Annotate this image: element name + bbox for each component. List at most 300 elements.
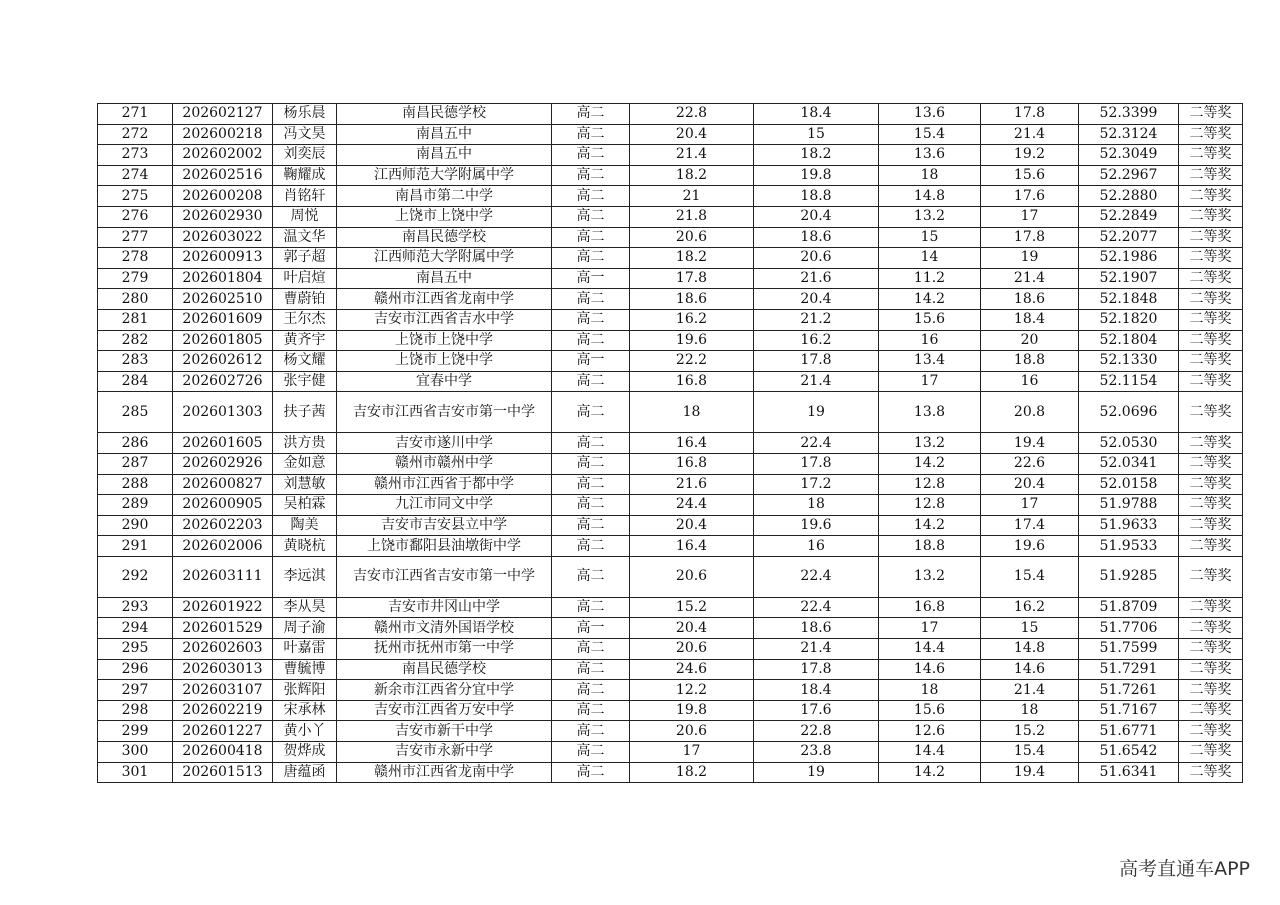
cell-s1: 22.2: [630, 351, 754, 372]
cell-total: 52.1154: [1079, 371, 1179, 392]
cell-school: 赣州市赣州中学: [337, 453, 552, 474]
cell-s2: 16.2: [754, 330, 879, 351]
cell-s3: 17: [879, 618, 981, 639]
cell-s1: 20.4: [630, 124, 754, 145]
table-row: [98, 721, 1243, 742]
cell-award: 二等奖: [1179, 289, 1243, 310]
cell-school: 吉安市遂川中学: [337, 433, 552, 454]
cell-grade: 高二: [552, 700, 630, 721]
cell-school: 吉安市江西省万安中学: [337, 700, 552, 721]
cell-grade: 高一: [552, 618, 630, 639]
table-row: [98, 495, 1243, 516]
cell-school: 南昌五中: [337, 145, 552, 166]
cell-s1: 21.6: [630, 474, 754, 495]
cell-grade: 高二: [552, 330, 630, 351]
cell-award: 二等奖: [1179, 659, 1243, 680]
cell-s2: 22.4: [754, 556, 879, 597]
cell-s4: 17.6: [981, 186, 1079, 207]
cell-s1: 16.2: [630, 309, 754, 330]
cell-name: 冯文昊: [273, 124, 337, 145]
cell-s2: 17.6: [754, 700, 879, 721]
table-row: [98, 248, 1243, 269]
cell-grade: 高二: [552, 659, 630, 680]
cell-grade: 高二: [552, 248, 630, 269]
cell-id: 202603013: [173, 659, 273, 680]
cell-s2: 21.6: [754, 268, 879, 289]
cell-s3: 14: [879, 248, 981, 269]
cell-total: 52.1804: [1079, 330, 1179, 351]
cell-s4: 19.4: [981, 762, 1079, 783]
cell-s2: 22.4: [754, 433, 879, 454]
table-row: [98, 536, 1243, 557]
cell-s1: 16.8: [630, 371, 754, 392]
cell-id: 202602930: [173, 206, 273, 227]
cell-name: 叶嘉雷: [273, 639, 337, 660]
cell-s4: 17.4: [981, 515, 1079, 536]
cell-s2: 22.8: [754, 721, 879, 742]
cell-grade: 高二: [552, 227, 630, 248]
cell-grade: 高一: [552, 351, 630, 372]
cell-total: 52.0341: [1079, 453, 1179, 474]
cell-s4: 15.6: [981, 165, 1079, 186]
cell-school: 南昌民德学校: [337, 104, 552, 125]
cell-id: 202601303: [173, 392, 273, 433]
table-body: [98, 104, 1243, 783]
cell-grade: 高二: [552, 433, 630, 454]
cell-s1: 24.4: [630, 495, 754, 516]
cell-s4: 17: [981, 206, 1079, 227]
cell-grade: 高二: [552, 186, 630, 207]
cell-s1: 21.4: [630, 145, 754, 166]
cell-rank: 273: [98, 145, 173, 166]
cell-award: 二等奖: [1179, 206, 1243, 227]
cell-s3: 12.8: [879, 495, 981, 516]
cell-award: 二等奖: [1179, 453, 1243, 474]
cell-s1: 16.4: [630, 536, 754, 557]
cell-s1: 17: [630, 742, 754, 763]
cell-school: 吉安市永新中学: [337, 742, 552, 763]
cell-school: 宜春中学: [337, 371, 552, 392]
cell-s3: 14.4: [879, 639, 981, 660]
table-row: [98, 330, 1243, 351]
cell-s3: 14.2: [879, 515, 981, 536]
cell-school: 南昌市第二中学: [337, 186, 552, 207]
table-row: [98, 309, 1243, 330]
cell-name: 叶启煊: [273, 268, 337, 289]
table-row: [98, 268, 1243, 289]
cell-s4: 20.8: [981, 392, 1079, 433]
table-row: [98, 762, 1243, 783]
cell-school: 吉安市江西省吉水中学: [337, 309, 552, 330]
cell-total: 52.1848: [1079, 289, 1179, 310]
cell-id: 202600913: [173, 248, 273, 269]
cell-name: 曹蔚铂: [273, 289, 337, 310]
cell-s1: 18.2: [630, 762, 754, 783]
cell-award: 二等奖: [1179, 309, 1243, 330]
cell-s4: 16: [981, 371, 1079, 392]
cell-total: 51.6771: [1079, 721, 1179, 742]
cell-s2: 18.4: [754, 104, 879, 125]
cell-id: 202600418: [173, 742, 273, 763]
cell-name: 扶子茜: [273, 392, 337, 433]
cell-award: 二等奖: [1179, 371, 1243, 392]
cell-name: 吴柏霖: [273, 495, 337, 516]
cell-s4: 17.8: [981, 227, 1079, 248]
cell-award: 二等奖: [1179, 536, 1243, 557]
cell-s2: 18.8: [754, 186, 879, 207]
cell-id: 202603107: [173, 680, 273, 701]
cell-total: 52.0696: [1079, 392, 1179, 433]
cell-total: 52.2880: [1079, 186, 1179, 207]
cell-name: 李远淇: [273, 556, 337, 597]
cell-s4: 19: [981, 248, 1079, 269]
table-row: [98, 351, 1243, 372]
cell-rank: 275: [98, 186, 173, 207]
cell-rank: 289: [98, 495, 173, 516]
cell-s1: 12.2: [630, 680, 754, 701]
table-row: [98, 392, 1243, 433]
cell-grade: 高二: [552, 371, 630, 392]
cell-s3: 14.2: [879, 289, 981, 310]
cell-s3: 13.8: [879, 392, 981, 433]
cell-school: 南昌民德学校: [337, 227, 552, 248]
cell-s1: 18.2: [630, 248, 754, 269]
cell-award: 二等奖: [1179, 186, 1243, 207]
table-row: [98, 165, 1243, 186]
cell-s3: 13.2: [879, 206, 981, 227]
cell-total: 52.0158: [1079, 474, 1179, 495]
cell-name: 杨乐晨: [273, 104, 337, 125]
cell-s2: 22.4: [754, 597, 879, 618]
cell-award: 二等奖: [1179, 104, 1243, 125]
cell-award: 二等奖: [1179, 268, 1243, 289]
cell-name: 贺烨成: [273, 742, 337, 763]
cell-s2: 18.6: [754, 227, 879, 248]
cell-rank: 290: [98, 515, 173, 536]
cell-total: 52.2967: [1079, 165, 1179, 186]
cell-name: 杨文耀: [273, 351, 337, 372]
cell-s3: 18.8: [879, 536, 981, 557]
cell-id: 202602926: [173, 453, 273, 474]
cell-grade: 高二: [552, 104, 630, 125]
cell-name: 黄小丫: [273, 721, 337, 742]
cell-s2: 18.6: [754, 618, 879, 639]
cell-id: 202602516: [173, 165, 273, 186]
results-table: [97, 103, 1243, 783]
cell-school: 南昌五中: [337, 268, 552, 289]
cell-s1: 19.8: [630, 700, 754, 721]
table-row: [98, 289, 1243, 310]
cell-s4: 19.6: [981, 536, 1079, 557]
cell-total: 52.2077: [1079, 227, 1179, 248]
cell-s2: 21.2: [754, 309, 879, 330]
cell-s4: 21.4: [981, 124, 1079, 145]
cell-s3: 14.2: [879, 453, 981, 474]
cell-rank: 281: [98, 309, 173, 330]
cell-id: 202602006: [173, 536, 273, 557]
cell-name: 周子渝: [273, 618, 337, 639]
cell-school: 新余市江西省分宜中学: [337, 680, 552, 701]
cell-s1: 18.2: [630, 165, 754, 186]
cell-total: 52.0530: [1079, 433, 1179, 454]
cell-award: 二等奖: [1179, 597, 1243, 618]
cell-s3: 15.4: [879, 124, 981, 145]
cell-name: 宋承林: [273, 700, 337, 721]
cell-s2: 15: [754, 124, 879, 145]
cell-total: 51.7167: [1079, 700, 1179, 721]
cell-total: 51.6341: [1079, 762, 1179, 783]
cell-name: 唐蕴函: [273, 762, 337, 783]
cell-s4: 17: [981, 495, 1079, 516]
cell-id: 202601605: [173, 433, 273, 454]
cell-award: 二等奖: [1179, 165, 1243, 186]
cell-name: 黄晓杭: [273, 536, 337, 557]
cell-s1: 20.6: [630, 639, 754, 660]
cell-total: 51.9788: [1079, 495, 1179, 516]
cell-id: 202602127: [173, 104, 273, 125]
cell-s3: 16: [879, 330, 981, 351]
cell-total: 52.1820: [1079, 309, 1179, 330]
cell-s2: 21.4: [754, 639, 879, 660]
cell-total: 51.7261: [1079, 680, 1179, 701]
cell-s3: 15: [879, 227, 981, 248]
table-row: [98, 206, 1243, 227]
cell-s4: 17.8: [981, 104, 1079, 125]
cell-name: 曹毓博: [273, 659, 337, 680]
cell-s3: 14.2: [879, 762, 981, 783]
table-row: [98, 515, 1243, 536]
cell-total: 51.7599: [1079, 639, 1179, 660]
cell-s4: 20: [981, 330, 1079, 351]
cell-school: 南昌五中: [337, 124, 552, 145]
cell-id: 202600208: [173, 186, 273, 207]
table-row: [98, 453, 1243, 474]
table-row: [98, 433, 1243, 454]
cell-s2: 17.8: [754, 453, 879, 474]
cell-name: 金如意: [273, 453, 337, 474]
cell-s2: 19: [754, 392, 879, 433]
cell-id: 202602726: [173, 371, 273, 392]
cell-s3: 12.6: [879, 721, 981, 742]
cell-id: 202602203: [173, 515, 273, 536]
cell-school: 九江市同文中学: [337, 495, 552, 516]
cell-school: 江西师范大学附属中学: [337, 248, 552, 269]
cell-name: 刘慧敏: [273, 474, 337, 495]
cell-rank: 288: [98, 474, 173, 495]
cell-award: 二等奖: [1179, 618, 1243, 639]
cell-rank: 286: [98, 433, 173, 454]
cell-id: 202600827: [173, 474, 273, 495]
cell-school: 吉安市江西省吉安市第一中学: [337, 556, 552, 597]
cell-school: 上饶市上饶中学: [337, 330, 552, 351]
cell-id: 202601227: [173, 721, 273, 742]
cell-total: 51.9633: [1079, 515, 1179, 536]
cell-s3: 13.2: [879, 556, 981, 597]
cell-rank: 276: [98, 206, 173, 227]
cell-award: 二等奖: [1179, 227, 1243, 248]
cell-s2: 21.4: [754, 371, 879, 392]
cell-total: 52.1907: [1079, 268, 1179, 289]
cell-award: 二等奖: [1179, 639, 1243, 660]
cell-school: 赣州市江西省于都中学: [337, 474, 552, 495]
cell-s2: 18.2: [754, 145, 879, 166]
cell-rank: 297: [98, 680, 173, 701]
cell-name: 张宇健: [273, 371, 337, 392]
cell-id: 202602603: [173, 639, 273, 660]
cell-rank: 272: [98, 124, 173, 145]
cell-rank: 277: [98, 227, 173, 248]
cell-s1: 20.6: [630, 556, 754, 597]
cell-grade: 高一: [552, 268, 630, 289]
cell-s4: 15.4: [981, 556, 1079, 597]
cell-rank: 300: [98, 742, 173, 763]
cell-rank: 294: [98, 618, 173, 639]
cell-grade: 高二: [552, 474, 630, 495]
cell-award: 二等奖: [1179, 700, 1243, 721]
cell-award: 二等奖: [1179, 742, 1243, 763]
cell-total: 52.3399: [1079, 104, 1179, 125]
cell-grade: 高二: [552, 309, 630, 330]
cell-id: 202601529: [173, 618, 273, 639]
cell-id: 202601805: [173, 330, 273, 351]
cell-s4: 14.8: [981, 639, 1079, 660]
cell-s1: 21: [630, 186, 754, 207]
cell-s1: 24.6: [630, 659, 754, 680]
cell-s3: 11.2: [879, 268, 981, 289]
cell-award: 二等奖: [1179, 330, 1243, 351]
cell-rank: 282: [98, 330, 173, 351]
cell-s4: 21.4: [981, 680, 1079, 701]
cell-name: 洪方贵: [273, 433, 337, 454]
cell-rank: 298: [98, 700, 173, 721]
cell-award: 二等奖: [1179, 474, 1243, 495]
cell-id: 202602002: [173, 145, 273, 166]
cell-s2: 17.2: [754, 474, 879, 495]
cell-rank: 279: [98, 268, 173, 289]
cell-s3: 14.8: [879, 186, 981, 207]
table-row: [98, 597, 1243, 618]
cell-s1: 17.8: [630, 268, 754, 289]
cell-s3: 17: [879, 371, 981, 392]
cell-s1: 20.6: [630, 227, 754, 248]
cell-award: 二等奖: [1179, 515, 1243, 536]
cell-s4: 15.4: [981, 742, 1079, 763]
cell-s4: 18.6: [981, 289, 1079, 310]
table-row: [98, 186, 1243, 207]
cell-school: 赣州市江西省龙南中学: [337, 289, 552, 310]
cell-name: 刘奕辰: [273, 145, 337, 166]
cell-grade: 高二: [552, 742, 630, 763]
cell-id: 202602612: [173, 351, 273, 372]
cell-s3: 13.6: [879, 104, 981, 125]
cell-id: 202602510: [173, 289, 273, 310]
cell-school: 吉安市井冈山中学: [337, 597, 552, 618]
cell-total: 52.2849: [1079, 206, 1179, 227]
cell-name: 温文华: [273, 227, 337, 248]
cell-grade: 高二: [552, 556, 630, 597]
cell-s2: 23.8: [754, 742, 879, 763]
cell-rank: 293: [98, 597, 173, 618]
cell-grade: 高二: [552, 597, 630, 618]
cell-rank: 283: [98, 351, 173, 372]
cell-name: 王尔杰: [273, 309, 337, 330]
cell-school: 上饶市鄱阳县油墩街中学: [337, 536, 552, 557]
table-row: [98, 742, 1243, 763]
cell-s2: 19.6: [754, 515, 879, 536]
cell-school: 南昌民德学校: [337, 659, 552, 680]
cell-s3: 12.8: [879, 474, 981, 495]
table-row: [98, 371, 1243, 392]
cell-school: 上饶市上饶中学: [337, 206, 552, 227]
cell-grade: 高二: [552, 680, 630, 701]
cell-grade: 高二: [552, 536, 630, 557]
cell-s2: 17.8: [754, 351, 879, 372]
cell-rank: 299: [98, 721, 173, 742]
cell-award: 二等奖: [1179, 248, 1243, 269]
cell-s4: 19.2: [981, 145, 1079, 166]
cell-s3: 15.6: [879, 309, 981, 330]
cell-s2: 20.4: [754, 206, 879, 227]
cell-s4: 18: [981, 700, 1079, 721]
cell-rank: 291: [98, 536, 173, 557]
cell-rank: 280: [98, 289, 173, 310]
cell-id: 202601804: [173, 268, 273, 289]
cell-school: 抚州市抚州市第一中学: [337, 639, 552, 660]
cell-s3: 14.6: [879, 659, 981, 680]
cell-s1: 21.8: [630, 206, 754, 227]
cell-name: 李从昊: [273, 597, 337, 618]
cell-s3: 18: [879, 165, 981, 186]
cell-grade: 高二: [552, 721, 630, 742]
cell-s2: 19.8: [754, 165, 879, 186]
cell-id: 202602219: [173, 700, 273, 721]
cell-id: 202601922: [173, 597, 273, 618]
table-row: [98, 556, 1243, 597]
cell-grade: 高二: [552, 453, 630, 474]
cell-s1: 16.8: [630, 453, 754, 474]
cell-school: 吉安市吉安县立中学: [337, 515, 552, 536]
cell-s4: 15.2: [981, 721, 1079, 742]
cell-award: 二等奖: [1179, 433, 1243, 454]
cell-s4: 21.4: [981, 268, 1079, 289]
cell-total: 51.8709: [1079, 597, 1179, 618]
cell-name: 陶美: [273, 515, 337, 536]
cell-award: 二等奖: [1179, 680, 1243, 701]
cell-s2: 18.4: [754, 680, 879, 701]
cell-rank: 295: [98, 639, 173, 660]
cell-total: 51.7706: [1079, 618, 1179, 639]
table-row: [98, 104, 1243, 125]
table-row: [98, 145, 1243, 166]
cell-school: 赣州市文清外国语学校: [337, 618, 552, 639]
cell-s4: 15: [981, 618, 1079, 639]
cell-s2: 17.8: [754, 659, 879, 680]
cell-s1: 20.6: [630, 721, 754, 742]
cell-total: 51.9533: [1079, 536, 1179, 557]
cell-grade: 高二: [552, 206, 630, 227]
cell-s3: 14.4: [879, 742, 981, 763]
cell-rank: 274: [98, 165, 173, 186]
cell-rank: 287: [98, 453, 173, 474]
cell-s1: 20.4: [630, 515, 754, 536]
cell-rank: 271: [98, 104, 173, 125]
cell-total: 51.6542: [1079, 742, 1179, 763]
table-row: [98, 618, 1243, 639]
cell-s2: 20.4: [754, 289, 879, 310]
cell-s1: 20.4: [630, 618, 754, 639]
cell-rank: 292: [98, 556, 173, 597]
table-row: [98, 639, 1243, 660]
